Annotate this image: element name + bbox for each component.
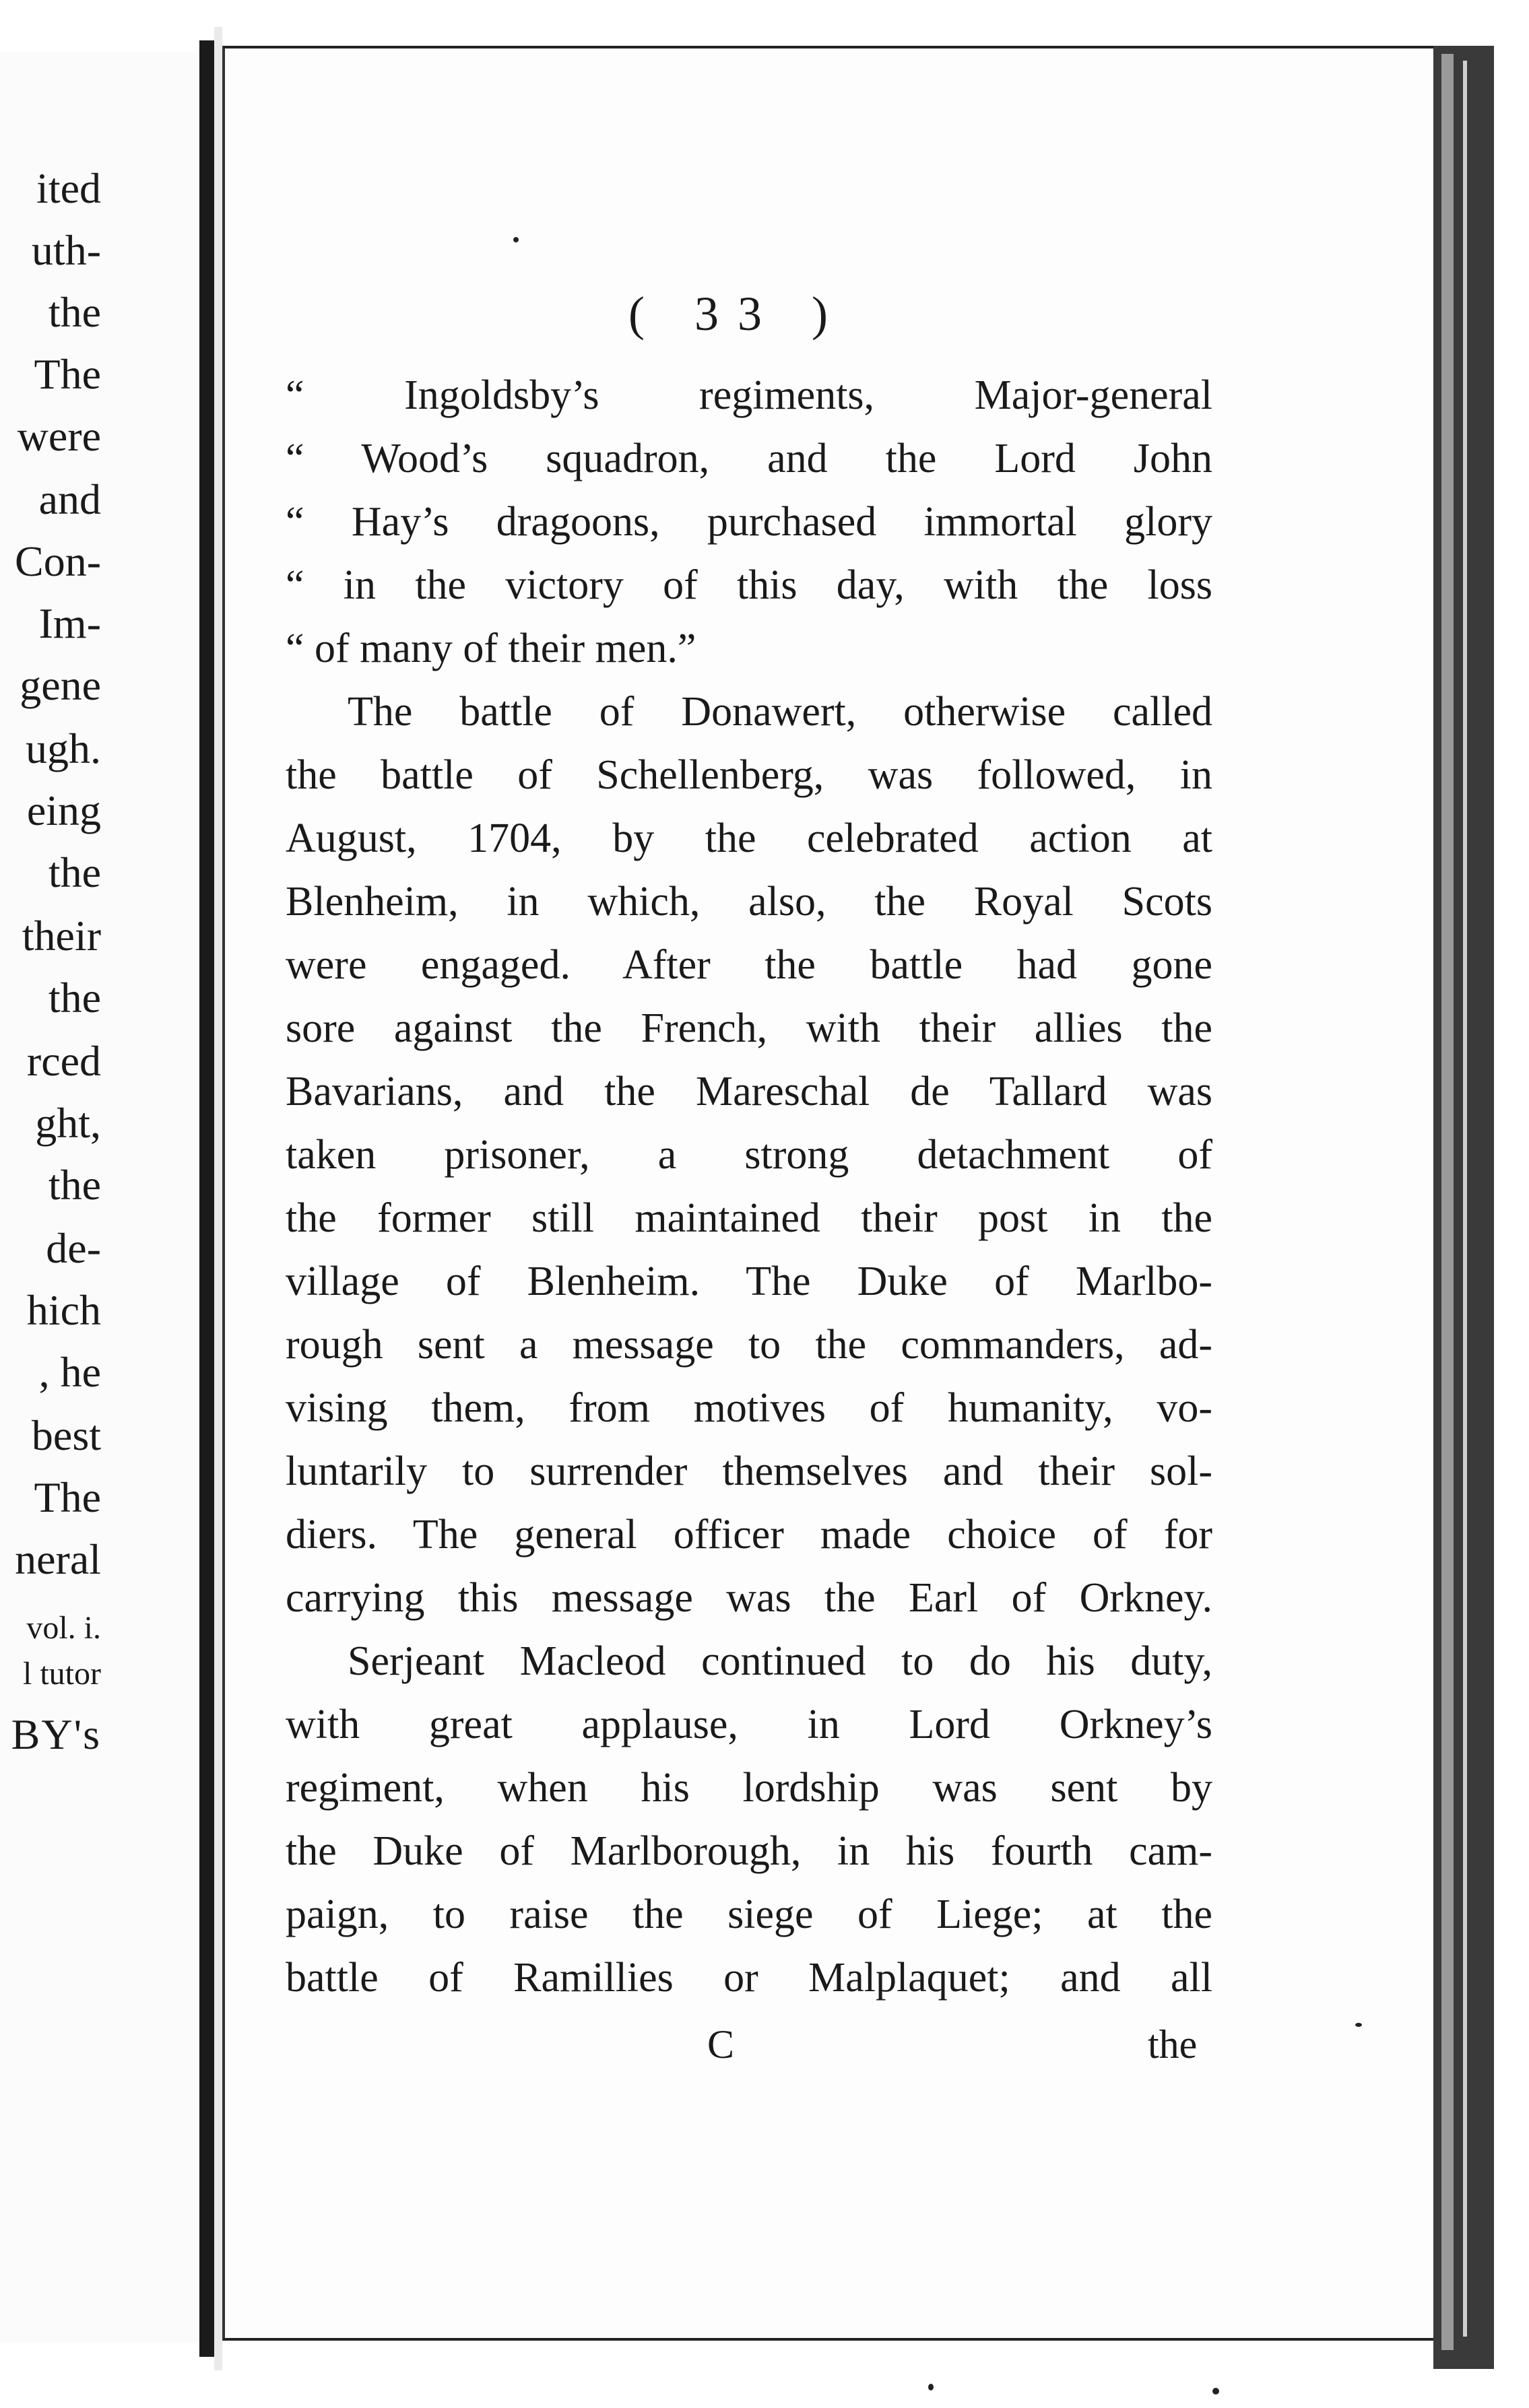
left-line-14: the (48, 974, 101, 1022)
left-line-10: ugh. (26, 725, 101, 772)
text-line-16: rough sent a message to the commanders, ad- (286, 1322, 1212, 1368)
page-edge-line (1463, 61, 1467, 2337)
left-line-6: and (38, 475, 101, 523)
left-line-20: , he (38, 1348, 101, 1396)
text-line-3: “ Hay’s dragoons, purchased immortal glory (286, 499, 1212, 545)
left-line-16: ght, (35, 1099, 101, 1147)
text-line-23: regiment, when his lordship was sent by (286, 1765, 1212, 1811)
signature-mark: C (707, 2022, 735, 2067)
catchword: the (1148, 2022, 1198, 2067)
left-line-18: de- (46, 1224, 101, 1272)
left-page-fragment (0, 53, 202, 2343)
left-footnote-2: l tutor (23, 1656, 101, 1692)
body-text (286, 364, 1212, 2009)
text-line-7: the battle of Schellenberg, was followed, in (286, 752, 1212, 798)
left-line-4: The (34, 350, 101, 398)
text-line-11: sore against the French, with their allies the (286, 1005, 1212, 1051)
text-line-2: “ Wood’s squadron, and the Lord John (286, 436, 1212, 481)
ink-speck (1355, 2023, 1362, 2027)
text-line-24: the Duke of Marlborough, in his fourth cam- (286, 1828, 1212, 1874)
ink-speck (513, 237, 519, 242)
text-line-9: Blenheim, in which, also, the Royal Scots (286, 879, 1212, 925)
text-line-10: were engaged. After the battle had gone (286, 942, 1212, 988)
left-line-19: hich (26, 1286, 101, 1334)
text-line-20: carrying this message was the Earl of Orkney. (286, 1575, 1212, 1621)
text-line-5: “ of many of their men.” (286, 626, 696, 671)
left-line-8: Im- (38, 599, 101, 647)
text-line-8: August, 1704, by the celebrated action at (286, 815, 1212, 861)
gutter-shadow (199, 40, 214, 2357)
text-line-6: The battle of Donawert, otherwise called (348, 689, 1212, 735)
page-edge-band (1441, 54, 1454, 2350)
left-line-13: their (22, 912, 101, 960)
left-line-1: ited (36, 164, 101, 212)
text-line-21: Serjeant Macleod continued to do his duty, (348, 1638, 1212, 1684)
left-line-12: the (48, 848, 101, 896)
ink-speck (1212, 2388, 1219, 2395)
left-line-21: best (31, 1411, 101, 1459)
text-line-19: diers. The general officer made choice of for (286, 1512, 1212, 1558)
text-line-12: Bavarians, and the Mareschal de Tallard was (286, 1069, 1212, 1114)
text-line-17: vising them, from motives of humanity, vo- (286, 1385, 1212, 1431)
text-line-25: paign, to raise the siege of Liege; at the (286, 1892, 1212, 1937)
left-line-9: gene (20, 661, 101, 709)
gutter-edge (214, 27, 222, 2370)
left-line-22: The (34, 1473, 101, 1521)
text-line-4: “ in the victory of this day, with the loss (286, 562, 1212, 608)
text-line-15: village of Blenheim. The Duke of Marlbo- (286, 1259, 1212, 1304)
text-line-26: battle of Ramillies or Malplaquet; and all (286, 1955, 1212, 2001)
left-line-17: the (48, 1161, 101, 1209)
text-line-14: the former still maintained their post in the (286, 1195, 1212, 1241)
ink-speck (928, 2384, 934, 2390)
left-catchword: BY's (11, 1710, 101, 1758)
left-line-23: neral (15, 1535, 101, 1583)
left-footnote-1: vol. i. (26, 1610, 101, 1646)
left-line-11: eing (26, 787, 101, 834)
left-line-3: the (48, 288, 101, 336)
left-line-7: Con- (15, 537, 101, 585)
left-line-15: rced (26, 1037, 101, 1085)
page-number: ( 33 ) (628, 287, 847, 341)
left-line-5: were (17, 412, 101, 460)
text-line-22: with great applause, in Lord Orkney’s (286, 1702, 1212, 1747)
text-line-1: “ Ingoldsby’s regiments, Major-general (286, 372, 1212, 418)
text-line-18: luntarily to surrender themselves and their sol- (286, 1448, 1212, 1494)
text-line-13: taken prisoner, a strong detachment of (286, 1132, 1212, 1178)
left-line-2: uth- (31, 226, 101, 274)
